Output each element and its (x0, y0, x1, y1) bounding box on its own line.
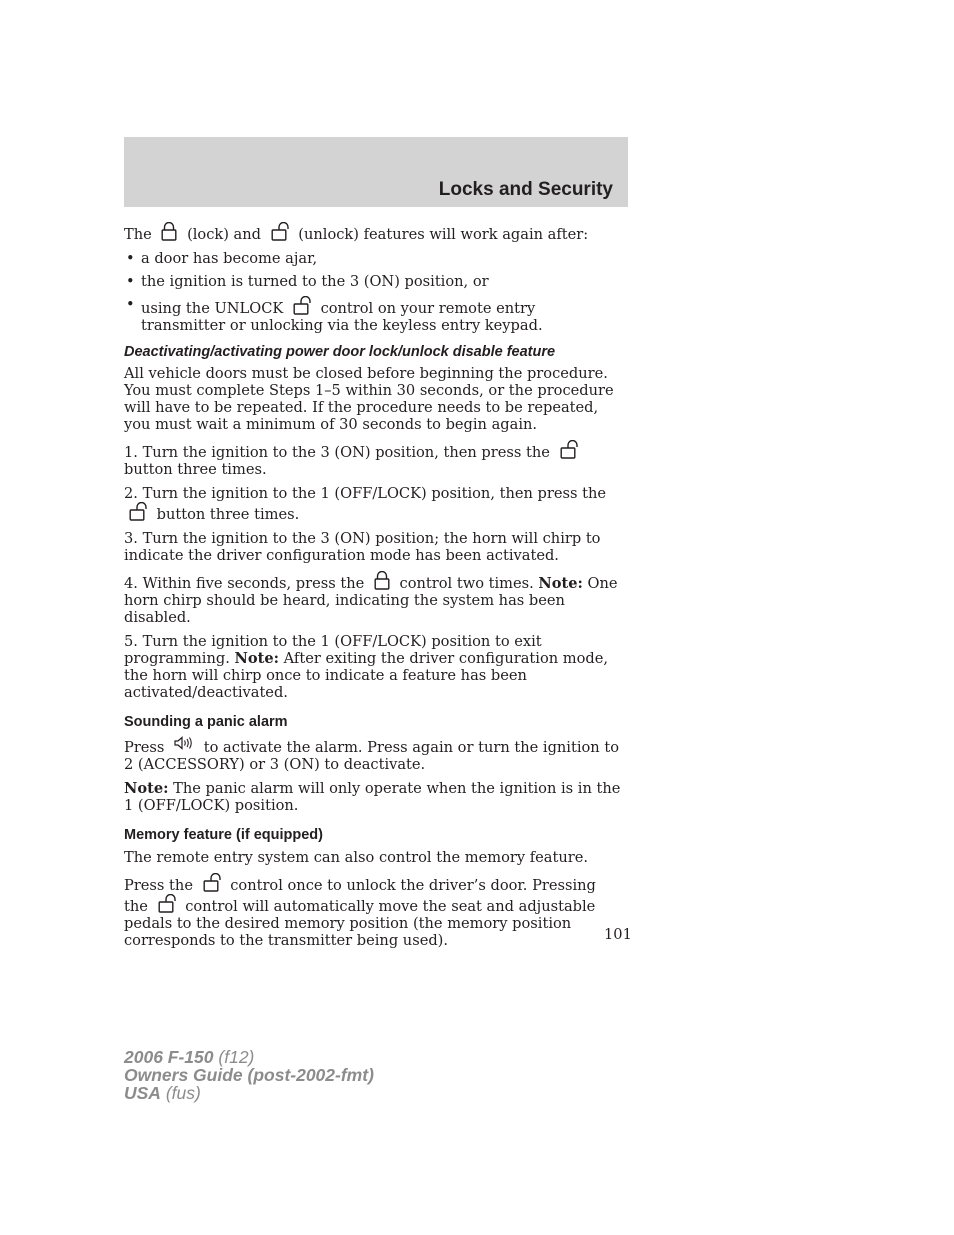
page-content (124, 222, 624, 956)
lock-icon (374, 571, 390, 590)
list-item: • a door has become ajar, (124, 250, 624, 267)
bullet-list (124, 250, 624, 334)
panic-paragraph: Press to activate the alarm. Press again or turn the ignition to 2 (ACCESSORY) or 3 (ON) to deactivate. (124, 736, 624, 773)
footer-line-3: USA (fus) (124, 1083, 201, 1103)
panic-horn-icon (174, 736, 194, 750)
section-heading-panic-alarm: Sounding a panic alarm (124, 714, 288, 730)
footer-line-1: 2006 F-150 (f12) (124, 1047, 255, 1067)
disable-intro-paragraph: All vehicle doors must be closed before beginning the procedure. You must complete Steps 1–5 within 30 seconds, or the procedure will have to be repeated. If the procedure needs to be repeated, you must wait a minimum of 30 seconds to begin again. (124, 365, 614, 433)
section-title: Locks and Security (438, 179, 613, 200)
list-item: • using the UNLOCK control on your remote entry transmitter or unlocking via the keyless entry keypad. (124, 296, 624, 334)
panic-note: Note: The panic alarm will only operate when the ignition is in the 1 (OFF/LOCK) position. (124, 780, 621, 814)
unlock-icon (293, 296, 311, 315)
unlock-icon (560, 440, 578, 459)
memory-paragraph-2: Press the control once to unlock the driver’s door. Pressing the control will automatically move the seat and adjustable pedals to the desired memory position (the memory position corresponds to the transmitter being used). (124, 873, 624, 949)
unlock-icon (129, 502, 147, 521)
step-4: 4. Within five seconds, press the control two times. Note: One horn chirp should be heard, indicating the system has been disabled. (124, 571, 624, 626)
step-5: 5. Turn the ignition to the 1 (OFF/LOCK) position to exit programming. Note: After exiting the driver configuration mode, the horn will chirp once to indicate a feature has been activated/deactivated. (124, 633, 609, 701)
section-header-bar (124, 137, 628, 207)
intro-paragraph: The (lock) and (unlock) features will work again after: (124, 222, 624, 243)
document-footer (124, 1048, 374, 1102)
section-heading-memory-feature: Memory feature (if equipped) (124, 827, 323, 843)
unlock-icon (158, 894, 176, 913)
memory-paragraph-1: The remote entry system can also control the memory feature. (124, 849, 588, 866)
page-number: 101 (604, 926, 632, 943)
unlock-icon (271, 222, 289, 241)
step-2: 2. Turn the ignition to the 1 (OFF/LOCK) position, then press the button three times. (124, 485, 607, 523)
lock-icon (161, 222, 177, 241)
section-heading-disable-feature: Deactivating/activating power door lock/unlock disable feature (124, 344, 556, 360)
step-1: 1. Turn the ignition to the 3 (ON) position, then press the button three times. (124, 440, 624, 478)
unlock-icon (203, 873, 221, 892)
list-item: • the ignition is turned to the 3 (ON) position, or (124, 273, 624, 290)
step-3: 3. Turn the ignition to the 3 (ON) position; the horn will chirp to indicate the driver configuration mode has been activated. (124, 530, 601, 564)
footer-line-2: Owners Guide (post-2002-fmt) (124, 1065, 374, 1085)
